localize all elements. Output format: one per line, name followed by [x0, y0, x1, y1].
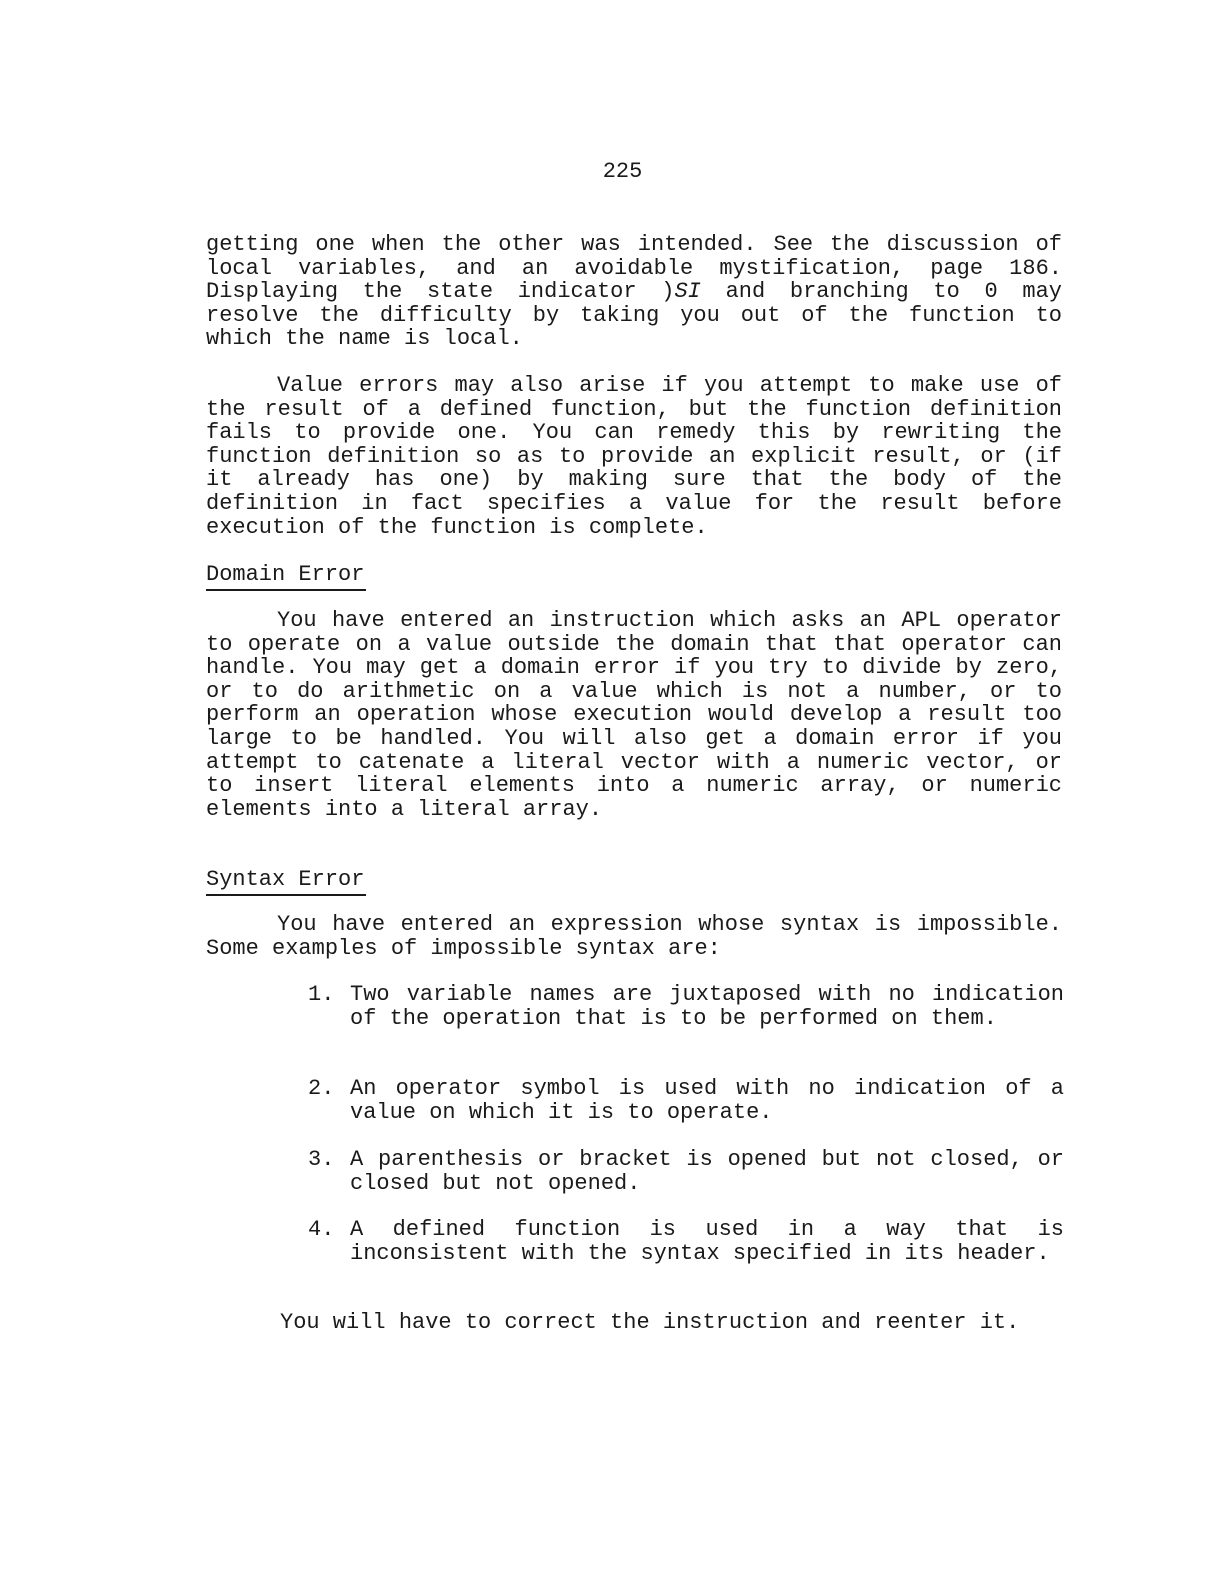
paragraph-closing: You will have to correct the instruction and reenter it.: [280, 1310, 1020, 1335]
list-item: [308, 1077, 1064, 1124]
state-indicator-command: SI: [674, 279, 701, 305]
list-item-text: A defined function is used in a way that is inconsistent with the syntax specified in its header.: [350, 1217, 1064, 1266]
paragraph-continued-after: and branching to 0 may resolve the difficulty by taking you out of the function to which the name is local.: [206, 279, 1063, 352]
list-item-number: 1.: [308, 982, 335, 1007]
paragraph-value-errors: Value errors may also arise if you attempt to make use of the result of a defined function, but the function definition fails to provide one. You can remedy this by rewriting the function definition so as to provide an explicit result, or (if it already has one) by making sure that the body of the definition in fact specifies a value for the result before execution of the function is complete.: [206, 373, 1062, 540]
heading-domain-error: Domain Error: [206, 563, 366, 591]
paragraph-domain-error: You have entered an instruction which asks an APL operator to operate on a value outside the domain that that operator can handle. You may get a domain error if you try to divide by zero, or to do arithmetic on a value which is not a number, or to perform an operation whose execution would develop a result too large to be handled. You will also get a domain error if you attempt to catenate a literal vector with a numeric vector, or to insert literal elements into a numeric array, or numeric elements into a literal array.: [206, 608, 1062, 822]
paragraph-continued-before: getting one when the other was intended. See the discussion of local variables, and an avoidable mystification, page 186. Displaying the state indicator ): [206, 232, 1062, 305]
list-item: [308, 983, 1064, 1030]
list-item: [308, 1148, 1064, 1195]
list-item-text: An operator symbol is used with no indication of a value on which it is to operate.: [350, 1076, 1064, 1125]
list-item: [308, 1218, 1064, 1265]
paragraph-continued: [206, 233, 1062, 351]
list-item-text: Two variable names are juxtaposed with no indication of the operation that is to be performed on them.: [350, 982, 1064, 1031]
list-item-number: 2.: [308, 1076, 335, 1101]
page-number: 225: [602, 159, 643, 184]
heading-syntax-error: Syntax Error: [206, 868, 366, 896]
paragraph-syntax-error: You have entered an expression whose syntax is impossible. Some examples of impossible syntax are:: [206, 912, 1062, 961]
list-item-text: A parenthesis or bracket is opened but not closed, or closed but not opened.: [350, 1147, 1064, 1196]
list-item-number: 3.: [308, 1147, 335, 1172]
list-item-number: 4.: [308, 1217, 335, 1242]
